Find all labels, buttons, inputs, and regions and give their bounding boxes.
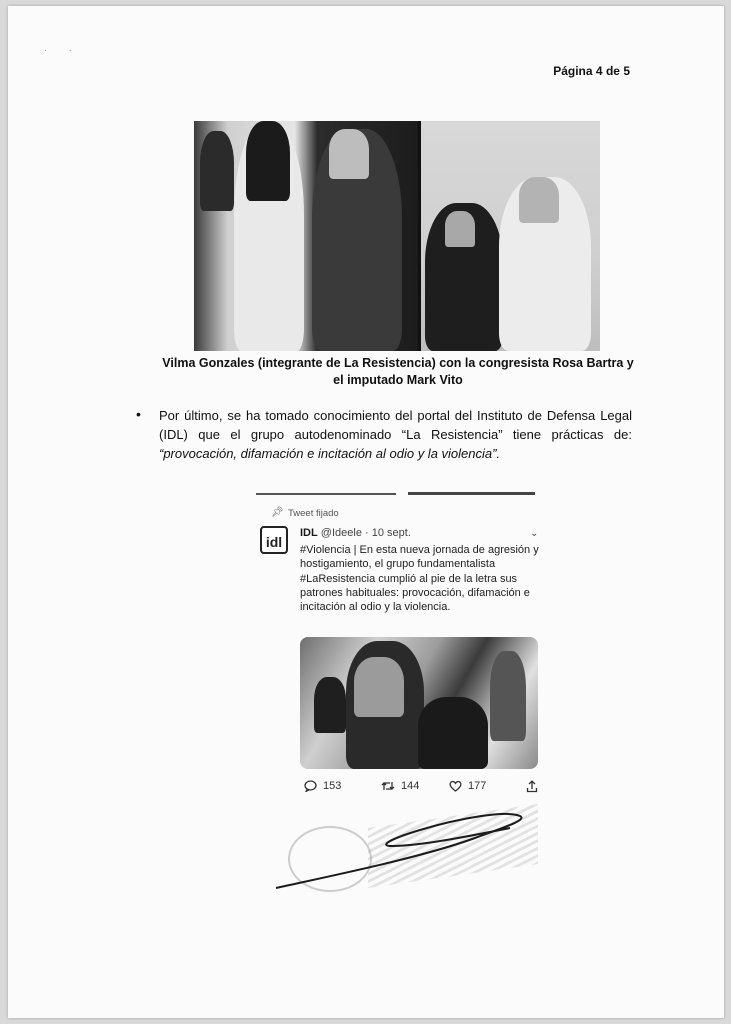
page-number [553,64,630,78]
reply-icon [304,780,317,792]
reply-count: 153 [323,780,342,792]
pin-icon: 📌︎ [271,507,284,518]
paragraph-text: Por último, se ha tomado conocimiento del portal del Instituto de Defensa Legal (IDL) que el grupo autodenominado “La Resistencia” tiene prácticas de: [159,408,632,442]
retweet-button[interactable] [381,780,419,792]
tweet-tab-underline-active [408,492,535,495]
handwritten-signature [270,806,540,896]
tweet-date: · 10 sept. [365,527,411,539]
person-silhouette [445,211,475,247]
scan-specks: · · [44,46,72,55]
document-page [8,6,724,1018]
person-silhouette [314,677,346,733]
page-number-label: Página [553,64,593,78]
tweet-actions [304,780,544,798]
page-number-total: 5 [623,64,630,78]
figure-caption: Vilma Gonzales (integrante de La Resistencia) con la congresista Rosa Bartra y el imputado Mark Vito [162,356,634,387]
chevron-down-icon: ⌄ [530,528,539,539]
person-silhouette [246,121,290,201]
tweet-handle: @Ideele [320,527,362,539]
pinned-label: Tweet fijado [288,508,339,519]
person-silhouette [200,131,234,211]
page-number-current: 4 [595,64,603,78]
share-button[interactable] [526,780,538,793]
person-silhouette [418,697,488,769]
bullet-marker: • [136,406,141,422]
paragraph-quote: “provocación, difamación e incitación al odio y la violencia”. [159,446,501,461]
retweet-icon [381,780,395,792]
person-silhouette [490,651,526,741]
reply-button[interactable] [304,780,341,792]
tweet-author-name: IDL [300,527,318,539]
avatar: idl [260,526,288,554]
body-paragraph [159,406,632,463]
person-silhouette [519,177,559,223]
tweet-tab-underline [256,493,396,495]
tweet-card [248,506,548,806]
tweet-text: #Violencia | En esta nueva jornada de agresión y hostigamiento, el grupo fundamentalista #LaResistencia cumplió al pie de la letra sus patrones habituales: provocación, difamación e incitación al odio y la violencia. [300,544,539,614]
tweet-header [300,527,411,539]
like-count: 177 [468,780,487,792]
heart-icon [449,780,462,792]
person-silhouette [354,657,404,717]
page-number-sep: de [605,64,620,78]
like-button[interactable] [449,780,486,792]
tweet-photo [300,637,538,769]
person-silhouette [329,129,369,179]
retweet-count: 144 [401,780,420,792]
photo-collage [194,121,600,351]
share-icon [526,780,538,793]
photo-group-left [194,121,418,351]
photo-right [421,121,600,351]
